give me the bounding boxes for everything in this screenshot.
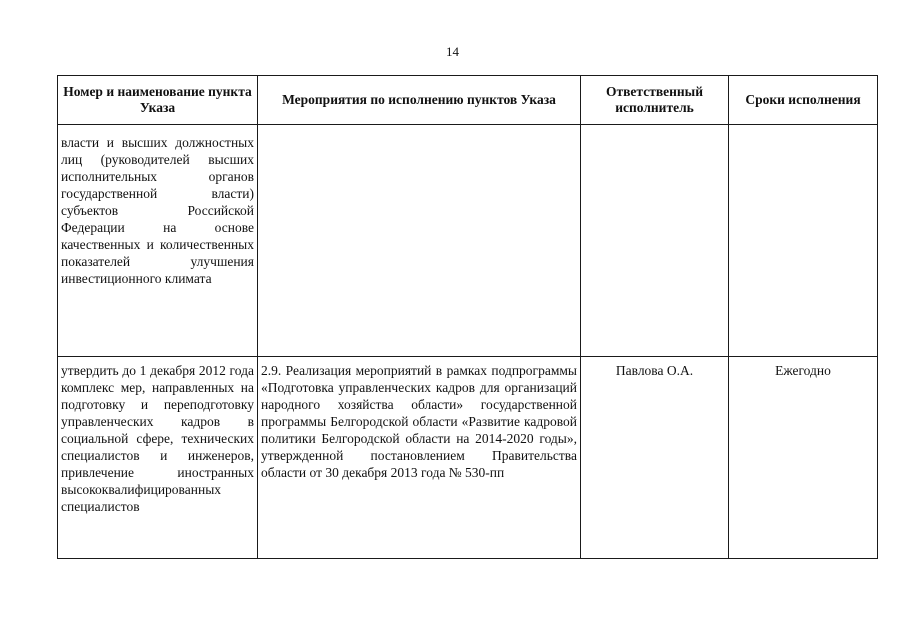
page-number: 14 bbox=[446, 44, 459, 59]
deadline-cell: Ежегодно bbox=[729, 357, 878, 559]
header-deadline: Сроки исполнения bbox=[729, 76, 878, 125]
decree-implementation-table bbox=[57, 75, 878, 559]
responsible-cell bbox=[581, 125, 729, 357]
table-row bbox=[58, 357, 878, 559]
table-header-row bbox=[58, 76, 878, 125]
header-measures: Мероприятия по исполнению пунктов Указа bbox=[258, 76, 581, 125]
deadline-cell bbox=[729, 125, 878, 357]
header-decree-item: Номер и наименование пункта Указа bbox=[58, 76, 258, 125]
header-responsible: Ответственный исполнитель bbox=[581, 76, 729, 125]
decree-item-cell: власти и высших должностных лиц (руководителей высших исполнительных органов государственной власти) субъектов Российской Федерации на основе качественных и количественных показателей улучшения инвестиционного климата bbox=[58, 125, 258, 357]
measure-cell: 2.9. Реализация мероприятий в рамках подпрограммы «Подготовка управленческих кадров для организаций народного хозяйства области» государственной программы Белгородской области «Развитие кадровой политики Белгородской области на 2014-2020 годы», утвержденной постановлением Правительства области от 30 декабря 2013 года № 530-пп bbox=[258, 357, 581, 559]
decree-item-cell: утвердить до 1 декабря 2012 года комплекс мер, направленных на подготовку и переподготовку управленческих кадров в социальной сфере, технических специалистов и инженеров, привлечение иностранных высококвалифицированных специалистов bbox=[58, 357, 258, 559]
table-row bbox=[58, 125, 878, 357]
responsible-cell: Павлова О.А. bbox=[581, 357, 729, 559]
measure-cell bbox=[258, 125, 581, 357]
